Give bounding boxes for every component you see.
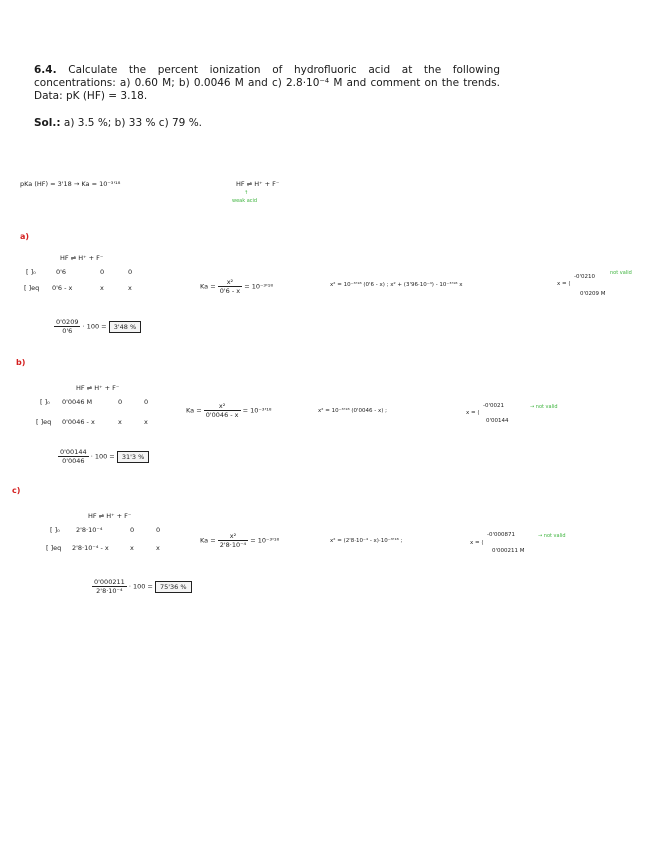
part-a-x-bottom: 0'0209 M	[580, 291, 606, 297]
part-b-equation: HF ⇌ H⁺ + F⁻	[76, 384, 120, 392]
ka-denominator: 2'8·10⁻⁴	[219, 541, 247, 549]
percent-multiplier: · 100 =	[90, 452, 115, 461]
part-b-percent	[58, 448, 149, 465]
part-b-x-prefix: x = ⟨	[466, 410, 480, 416]
part-a-percent	[54, 318, 141, 335]
part-a-roweq-hf: 0'6 - x	[52, 284, 73, 292]
part-c-percent	[92, 578, 192, 595]
ka-label: Ka =	[186, 406, 202, 415]
problem-statement	[34, 64, 500, 103]
part-a-roweq-h: x	[100, 284, 104, 292]
part-b-row0-label: [ ]₀	[40, 398, 50, 406]
part-c-roweq-h: x	[130, 544, 134, 552]
problem-number: 6.4.	[34, 64, 57, 76]
ka-fraction	[204, 402, 241, 419]
percent-numerator: 0'00144	[60, 448, 87, 456]
percent-denominator: 2'8·10⁻⁴	[96, 587, 123, 595]
ka-value: = 10⁻³'¹⁸	[242, 406, 272, 415]
part-a-roweq-f: x	[128, 284, 132, 292]
part-a-equation: HF ⇌ H⁺ + F⁻	[60, 254, 104, 262]
ka-numerator: x²	[218, 532, 248, 541]
solution-text: a) 3.5 %; b) 33 % c) 79 %.	[63, 117, 203, 129]
percent-numerator: 0'000211	[94, 578, 125, 586]
ka-denominator: 0'6 - x	[219, 287, 241, 295]
percent-denominator: 0'6	[62, 327, 73, 335]
percent-fraction	[92, 578, 127, 595]
percent-fraction	[58, 448, 89, 465]
solution-line	[34, 117, 202, 129]
part-a-row0-f: 0	[128, 268, 133, 276]
part-a-roweq-label: [ ]eq	[24, 284, 40, 292]
part-a-result: 3'48 %	[109, 321, 141, 333]
ka-numerator: x²	[218, 278, 242, 287]
part-b-ka	[186, 402, 271, 419]
part-c-result: 75'36 %	[155, 581, 192, 593]
part-c-row0-hf: 2'8·10⁻⁴	[76, 526, 103, 534]
arrow-up-icon: ↑	[244, 190, 249, 196]
pka-line: pKa (HF) = 3'18 → Ka = 10⁻³'¹⁸	[20, 180, 121, 188]
part-c-roweq-label: [ ]eq	[46, 544, 62, 552]
part-a-x-note: not valid	[610, 270, 632, 276]
part-b-roweq-f: x	[144, 418, 148, 426]
part-c-label: c)	[12, 486, 21, 495]
ka-label: Ka =	[200, 536, 216, 545]
percent-fraction	[54, 318, 80, 335]
percent-numerator: 0'0209	[56, 318, 79, 326]
intro-equation: HF ⇌ H⁺ + F⁻	[236, 180, 280, 188]
part-c-row0-h: 0	[130, 526, 135, 534]
part-a-row0-h: 0	[100, 268, 105, 276]
part-c-equation: HF ⇌ H⁺ + F⁻	[88, 512, 132, 520]
part-c-x-prefix: x = ⟨	[470, 540, 484, 546]
percent-denominator: 0'0046	[62, 457, 85, 465]
part-b-eq2: x² = 10⁻³'¹⁸ (0'0046 - x) ;	[318, 408, 387, 414]
ka-fraction	[218, 532, 248, 549]
part-a-eq2: x² = 10⁻³'¹⁸ (0'6 - x) ; x² + (3'96·10⁻⁴) - 10⁻³'¹⁸ x	[330, 282, 463, 288]
part-b-x-bottom: 0'00144	[486, 418, 509, 424]
ka-value: = 10⁻³'¹⁸	[250, 536, 280, 545]
ka-fraction	[218, 278, 242, 295]
part-c-row0-f: 0	[156, 526, 161, 534]
part-b-row0-f: 0	[144, 398, 149, 406]
part-c-roweq-f: x	[156, 544, 160, 552]
part-b-x-top: -0'0021	[483, 403, 504, 409]
part-c-roweq-hf: 2'8·10⁻⁴ - x	[72, 544, 109, 552]
ka-denominator: 0'0046 - x	[205, 411, 239, 419]
part-b-x-note: → not valid	[530, 404, 558, 410]
part-b-row0-h: 0	[118, 398, 123, 406]
part-a-row0-hf: 0'6	[56, 268, 67, 276]
problem-text: Calculate the percent ionization of hydrofluoric acid at the following concentrations: a) 0.60 M; b) 0.0046 M and c) 2.8·10⁻⁴ M and comment on the trends. Data: pK (HF) = 3.18.	[34, 64, 501, 102]
weak-acid-note: weak acid	[232, 198, 258, 204]
part-b-roweq-h: x	[118, 418, 122, 426]
part-c-ka	[200, 532, 279, 549]
part-a-x-prefix: x = ⟨	[557, 281, 571, 287]
part-a-label: a)	[20, 232, 30, 241]
solution-label: Sol.:	[34, 117, 61, 129]
percent-multiplier: · 100 =	[82, 322, 107, 331]
part-c-x-note: → not valid	[538, 533, 566, 539]
ka-numerator: x²	[204, 402, 241, 411]
part-a-row0-label: [ ]₀	[26, 268, 36, 276]
part-c-x-bottom: 0'000211 M	[492, 548, 525, 554]
part-c-eq2: x² = (2'8·10⁻⁴ - x)·10⁻³'¹⁸ ;	[330, 538, 403, 544]
part-b-row0-hf: 0'0046 M	[62, 398, 93, 406]
percent-multiplier: · 100 =	[128, 582, 153, 591]
part-b-result: 31'3 %	[117, 451, 149, 463]
not-valid-label: not valid	[543, 533, 566, 539]
part-c-x-top: -0'000871	[487, 532, 515, 538]
part-c-row0-label: [ ]₀	[50, 526, 60, 534]
part-b-roweq-hf: 0'0046 - x	[62, 418, 95, 426]
ka-value: = 10⁻³'¹⁸	[244, 282, 274, 291]
ka-label: Ka =	[200, 282, 216, 291]
not-valid-label: not valid	[535, 404, 558, 410]
part-b-roweq-label: [ ]eq	[36, 418, 52, 426]
part-a-ka	[200, 278, 273, 295]
part-b-label: b)	[16, 358, 26, 367]
part-a-x-top: -0'0210	[574, 274, 595, 280]
